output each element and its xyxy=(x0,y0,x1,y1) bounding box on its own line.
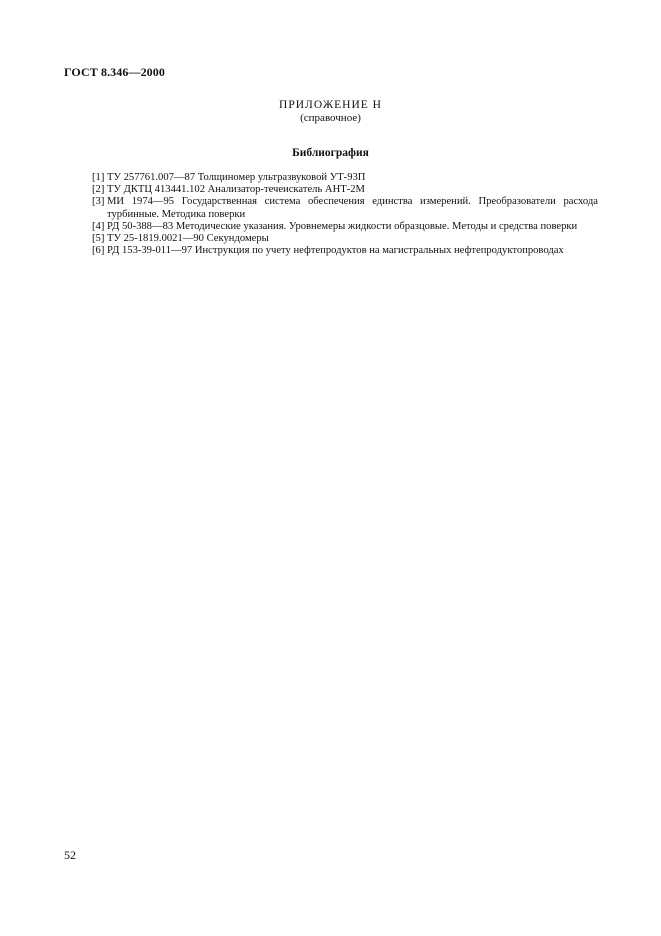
bibliography-item xyxy=(92,196,598,220)
appendix-subtitle: (справочное) xyxy=(300,112,361,124)
bibliography-item xyxy=(92,233,598,245)
bibliography-number: [3] xyxy=(92,196,105,208)
bibliography-number: [4] xyxy=(92,220,105,232)
bibliography-item xyxy=(92,172,598,184)
bibliography-text: ТУ 257761.007—87 Толщиномер ультразвуковой УТ-93П xyxy=(107,172,366,183)
bibliography-item xyxy=(92,184,598,196)
bibliography-item xyxy=(92,245,598,257)
bibliography-number: [1] xyxy=(92,172,105,183)
bibliography-text: МИ 1974—95 Государственная система обеспечения единства измерений. Преобразователи расхода турбинные. Методика поверки xyxy=(107,196,598,220)
bibliography-text: РД 50-388—83 Методические указания. Уровнемеры жидкости образцовые. Методы и средства поверки xyxy=(107,220,578,232)
bibliography-text: РД 153-39-011—97 Инструкция по учету нефтепродуктов на магистральных нефтепродуктопроводах xyxy=(107,245,564,257)
bibliography-number: [5] xyxy=(92,233,105,245)
bibliography-list xyxy=(92,172,598,257)
section-title: Библиография xyxy=(292,147,369,159)
bibliography-text: ТУ ДКТЦ 413441.102 Анализатор-течеискатель АНТ-2М xyxy=(107,184,365,196)
document-code: ГОСТ 8.346—2000 xyxy=(64,65,165,79)
bibliography-number: [2] xyxy=(92,184,105,196)
page-number: 52 xyxy=(64,848,76,862)
appendix-title: ПРИЛОЖЕНИЕ Н xyxy=(279,99,382,111)
bibliography-item xyxy=(92,221,598,233)
bibliography-text: ТУ 25-1819.0021—90 Секундомеры xyxy=(107,233,269,245)
bibliography-number: [6] xyxy=(92,245,105,257)
